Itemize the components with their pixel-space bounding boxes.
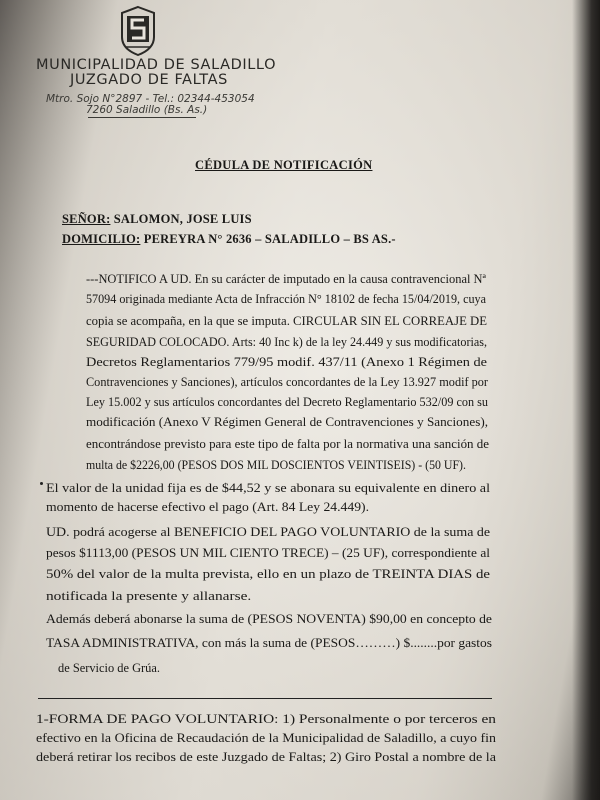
margin-dot: [40, 482, 43, 485]
body-line: Contravenciones y Sanciones), artículos concordantes de la Ley 13.927 modif por: [86, 375, 488, 389]
address-value: PEREYRA N° 2636 – SALADILLO – BS AS.-: [143, 232, 396, 246]
body-line: 57094 originada mediante Acta de Infracción N° 18102 de fecha 15/04/2019, cuya: [86, 292, 487, 306]
section-line: deberá retirar los recibos de este Juzgado de Faltas; 2) Giro Postal a nombre de la: [36, 750, 496, 764]
address-line: Mtro. Sojo N°2897 - Tel.: 02344-453054: [46, 93, 255, 105]
body-line: 50% del valor de la multa prevista, ello en un plazo de TREINTA DIAS de: [46, 567, 491, 581]
section-line: efectivo en la Oficina de Recaudación de la Municipalidad de Saladillo, a cuyo fin: [36, 731, 497, 745]
body-line: TASA ADMINISTRATIVA, con más la suma de (PESOS………) $........por gastos: [46, 636, 492, 650]
org-name: MUNICIPALIDAD DE SALADILLO: [36, 57, 277, 73]
recipient-label: SEÑOR:: [62, 212, 111, 226]
body-line: pesos $1113,00 (PESOS UN MIL CIENTO TRECE) – (25 UF), correspondiente al: [46, 546, 490, 560]
body-line: encontrándose previsto para este tipo de falta por la normativa una sanción de: [86, 437, 490, 451]
body-line: SEGURIDAD COLOCADO. Arts: 40 Inc k) de la ley 24.449 y sus modificatorias,: [86, 335, 488, 349]
body-line: momento de hacerse efectivo el pago (Art. 84 Ley 24.449).: [46, 500, 369, 514]
city-line: 7260 Saladillo (Bs. As.): [86, 104, 208, 116]
address-label: DOMICILIO:: [62, 232, 141, 246]
page-shadow: [572, 0, 600, 800]
address-row: [62, 232, 396, 247]
section-line: 1-FORMA DE PAGO VOLUNTARIO: 1) Personalmente o por terceros en: [36, 712, 496, 726]
document-title: CÉDULA DE NOTIFICACIÓN: [195, 158, 373, 172]
body-line: multa de $2226,00 (PESOS DOS MIL DOSCIENTOS VEINTISEIS) - (50 UF).: [86, 458, 466, 472]
body-line: UD. podrá acogerse al BENEFICIO DEL PAGO VOLUNTARIO de la suma de: [46, 525, 491, 539]
section-divider: [38, 698, 492, 699]
body-line: notificada la presente y allanarse.: [46, 589, 252, 603]
body-line: Decretos Reglamentarios 779/95 modif. 437/11 (Anexo 1 Régimen de: [86, 355, 488, 369]
body-line: Además deberá abonarse la suma de (PESOS NOVENTA) $90,00 en concepto de: [46, 612, 492, 626]
body-line: de Servicio de Grúa.: [58, 661, 160, 675]
body-line: Ley 15.002 y sus artículos concordantes del Decreto Reglamentario 532/09 con su: [86, 395, 489, 409]
body-line: copia se acompaña, en la que se imputa. CIRCULAR SIN EL CORREAJE DE: [86, 314, 488, 328]
body-line: modificación (Anexo V Régimen General de Contravenciones y Sanciones),: [86, 415, 489, 429]
header-underline: [88, 117, 196, 118]
recipient-row: [62, 212, 252, 227]
body-line: El valor de la unidad fija es de $44,52 y se abonara su equivalente en dinero al: [46, 481, 491, 495]
body-line: ---NOTIFICO A UD. En su carácter de imputado en la causa contravencional Nª: [86, 272, 487, 286]
recipient-name: SALOMON, JOSE LUIS: [113, 212, 252, 226]
court-name: JUZGADO DE FALTAS: [70, 72, 228, 88]
municipal-seal-logo-icon: [118, 5, 158, 57]
